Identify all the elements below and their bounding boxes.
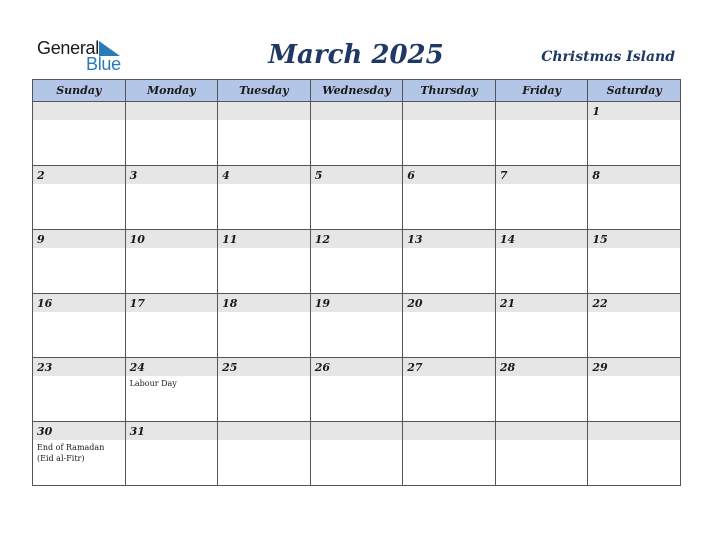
week-row	[33, 102, 681, 166]
day-number: 21	[496, 294, 588, 312]
day-cell	[403, 422, 496, 486]
calendar-title: March 2025	[268, 40, 444, 70]
day-number: 6	[403, 166, 495, 184]
day-cell	[125, 166, 218, 230]
day-cell	[125, 294, 218, 358]
weekday-friday: Friday	[495, 80, 588, 102]
weekday-header-row	[33, 80, 681, 102]
weekday-saturday: Saturday	[588, 80, 681, 102]
region-name: Christmas Island	[541, 49, 675, 65]
day-number: 24	[126, 358, 218, 376]
day-number	[496, 102, 588, 120]
day-number: 11	[218, 230, 310, 248]
day-cell	[33, 294, 126, 358]
day-cell	[310, 166, 403, 230]
day-cell	[218, 230, 311, 294]
day-number	[218, 422, 310, 440]
day-number	[588, 422, 680, 440]
logo-text-general: General	[37, 38, 99, 58]
day-number: 29	[588, 358, 680, 376]
day-number: 3	[126, 166, 218, 184]
day-number: 26	[311, 358, 403, 376]
weekday-tuesday: Tuesday	[218, 80, 311, 102]
day-cell	[495, 358, 588, 422]
day-number	[218, 102, 310, 120]
day-cell	[495, 230, 588, 294]
day-cell	[495, 294, 588, 358]
day-cell	[588, 422, 681, 486]
holiday-label: Labour Day	[129, 379, 177, 388]
day-number: 8	[588, 166, 680, 184]
day-cell	[33, 102, 126, 166]
day-cell	[310, 230, 403, 294]
day-cell	[310, 422, 403, 486]
day-number: 1	[588, 102, 680, 120]
calendar-grid	[32, 79, 681, 486]
holiday-label: End of Ramadan (Eid al-Fitr)	[37, 443, 105, 463]
day-cell	[125, 422, 218, 486]
day-number: 7	[496, 166, 588, 184]
day-number	[126, 102, 218, 120]
day-cell	[310, 102, 403, 166]
weekday-thursday: Thursday	[403, 80, 496, 102]
day-cell	[218, 358, 311, 422]
day-number	[496, 422, 588, 440]
day-cell	[403, 102, 496, 166]
day-number: 5	[311, 166, 403, 184]
day-cell	[588, 230, 681, 294]
day-cell	[218, 294, 311, 358]
day-cell	[33, 422, 126, 486]
weekday-monday: Monday	[125, 80, 218, 102]
week-row	[33, 422, 681, 486]
day-number: 28	[496, 358, 588, 376]
day-number: 27	[403, 358, 495, 376]
day-number: 30	[33, 422, 125, 440]
day-cell	[218, 166, 311, 230]
day-number: 15	[588, 230, 680, 248]
day-number: 4	[218, 166, 310, 184]
day-cell	[218, 422, 311, 486]
day-number: 14	[496, 230, 588, 248]
day-cell	[125, 102, 218, 166]
day-cell	[403, 166, 496, 230]
day-cell	[588, 102, 681, 166]
day-number: 13	[403, 230, 495, 248]
week-row	[33, 230, 681, 294]
day-number	[403, 102, 495, 120]
day-number	[311, 102, 403, 120]
day-cell	[125, 358, 218, 422]
day-cell	[310, 358, 403, 422]
day-number: 12	[311, 230, 403, 248]
week-row	[33, 358, 681, 422]
day-cell	[403, 358, 496, 422]
day-number: 31	[126, 422, 218, 440]
day-number	[311, 422, 403, 440]
day-number: 20	[403, 294, 495, 312]
day-cell	[403, 294, 496, 358]
day-cell	[588, 358, 681, 422]
logo-text-blue: Blue	[86, 54, 121, 74]
day-number: 25	[218, 358, 310, 376]
day-number: 22	[588, 294, 680, 312]
day-cell	[403, 230, 496, 294]
day-number: 23	[33, 358, 125, 376]
day-cell	[588, 166, 681, 230]
day-number	[33, 102, 125, 120]
day-number: 18	[218, 294, 310, 312]
day-cell	[218, 102, 311, 166]
day-cell	[33, 166, 126, 230]
day-cell	[310, 294, 403, 358]
day-number: 17	[126, 294, 218, 312]
day-cell	[125, 230, 218, 294]
day-number: 9	[33, 230, 125, 248]
day-cell	[33, 230, 126, 294]
day-cell	[33, 358, 126, 422]
day-number: 19	[311, 294, 403, 312]
day-cell	[588, 294, 681, 358]
day-number: 10	[126, 230, 218, 248]
day-number: 2	[33, 166, 125, 184]
day-cell	[495, 166, 588, 230]
day-cell	[495, 422, 588, 486]
day-number: 16	[33, 294, 125, 312]
day-cell	[495, 102, 588, 166]
day-number	[403, 422, 495, 440]
weekday-sunday: Sunday	[33, 80, 126, 102]
week-row	[33, 166, 681, 230]
week-row	[33, 294, 681, 358]
weekday-wednesday: Wednesday	[310, 80, 403, 102]
